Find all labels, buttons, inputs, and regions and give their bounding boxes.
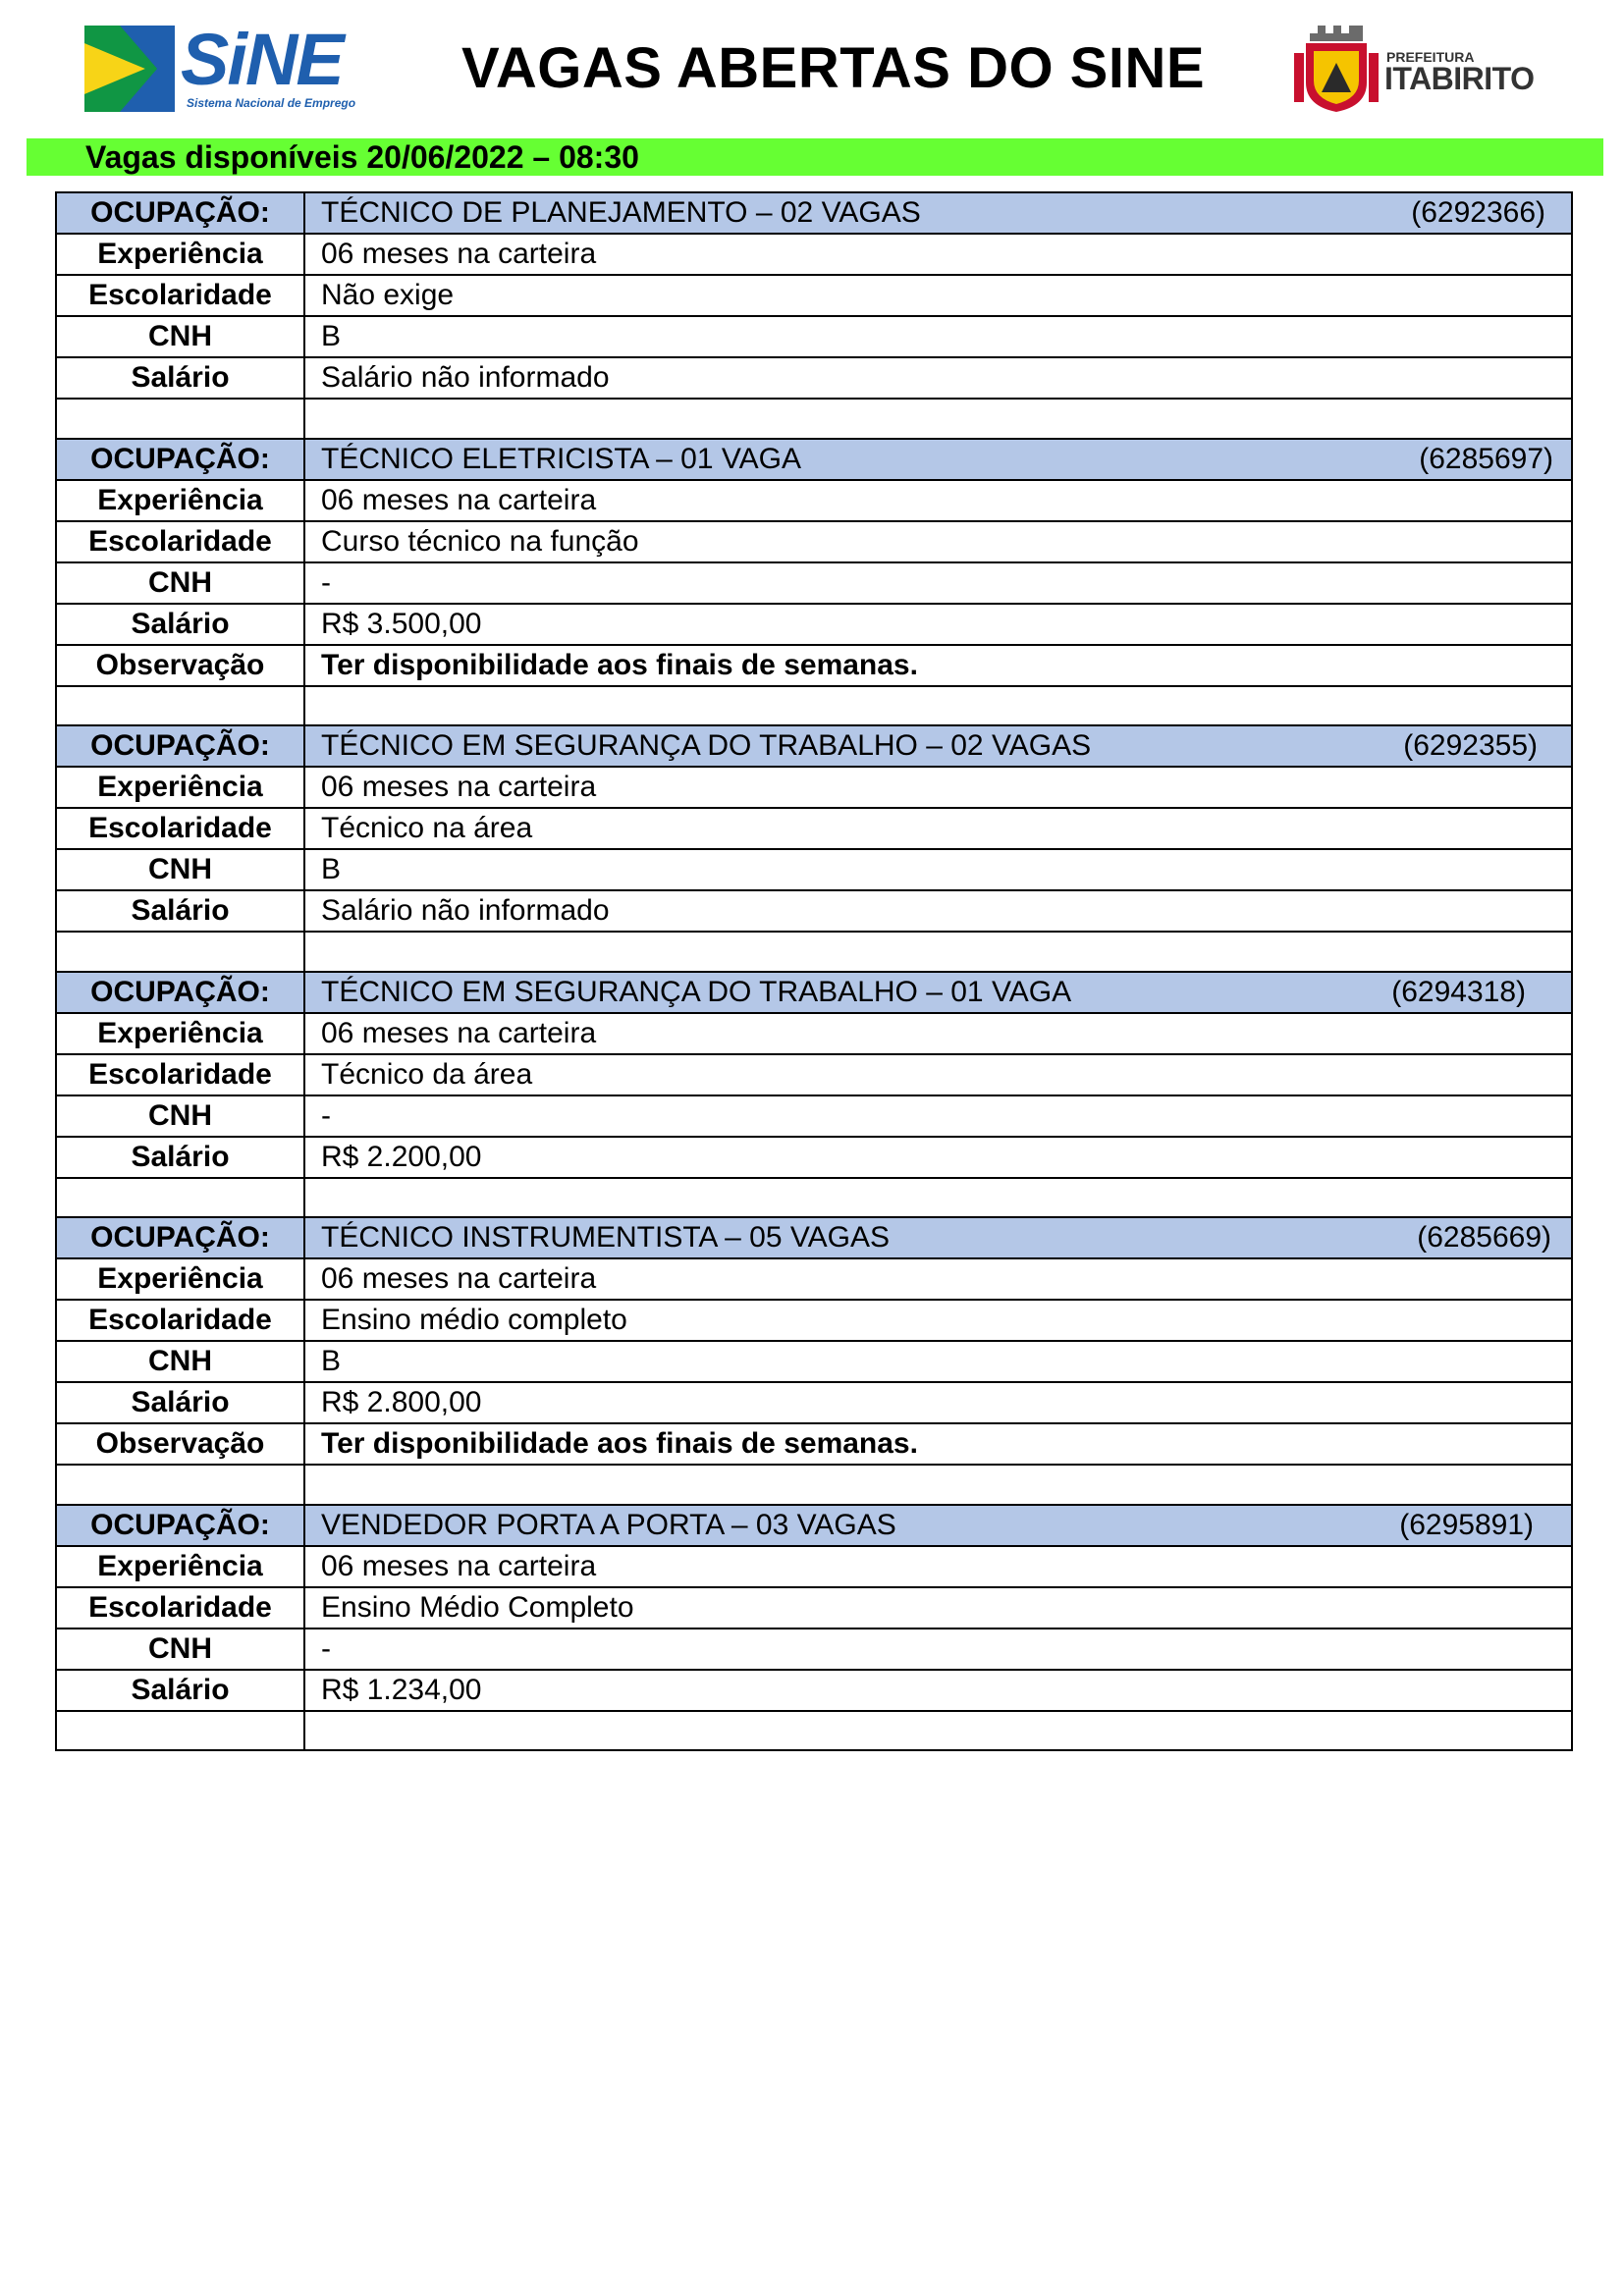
table-row <box>56 849 1572 890</box>
empty-cell <box>56 1711 304 1751</box>
education-value: Técnico na área <box>304 808 1572 849</box>
table-row <box>56 1382 1572 1423</box>
table-row <box>56 1137 1572 1178</box>
spacer-row <box>56 686 1572 726</box>
salary-value: Salário não informado <box>304 890 1572 932</box>
table-row <box>56 234 1572 275</box>
salary-label: Salário <box>56 357 304 399</box>
table-row <box>56 890 1572 932</box>
education-label: Escolaridade <box>56 1587 304 1629</box>
education-label: Escolaridade <box>56 1300 304 1341</box>
job-code: (6294318) <box>1391 975 1526 1008</box>
occupation-label: OCUPAÇÃO: <box>56 1505 304 1546</box>
empty-cell <box>56 932 304 972</box>
prefeitura-logo <box>1292 24 1538 116</box>
education-value: Ensino médio completo <box>304 1300 1572 1341</box>
education-value: Curso técnico na função <box>304 521 1572 562</box>
job-code: (6292366) <box>1411 196 1545 229</box>
spacer-row <box>56 1711 1572 1751</box>
occupation-title: TÉCNICO INSTRUMENTISTA – 05 VAGAS <box>321 1221 890 1254</box>
education-value: Não exige <box>304 275 1572 316</box>
occupation-cell <box>304 725 1572 767</box>
observation-value: Ter disponibilidade aos finais de semanas. <box>304 645 1572 686</box>
occupation-label: OCUPAÇÃO: <box>56 972 304 1013</box>
prefeitura-city-name: ITABIRITO <box>1384 61 1535 96</box>
salary-label: Salário <box>56 1670 304 1711</box>
salary-label: Salário <box>56 1137 304 1178</box>
occupation-row <box>56 1505 1572 1546</box>
experience-label: Experiência <box>56 1546 304 1587</box>
education-label: Escolaridade <box>56 808 304 849</box>
occupation-row <box>56 725 1572 767</box>
city-crest-icon <box>1292 24 1380 116</box>
table-row <box>56 1341 1572 1382</box>
job-code: (6285697) <box>1419 442 1553 475</box>
cnh-label: CNH <box>56 1341 304 1382</box>
observation-value: Ter disponibilidade aos finais de semanas. <box>304 1423 1572 1465</box>
occupation-cell <box>304 192 1572 234</box>
occupation-title: TÉCNICO ELETRICISTA – 01 VAGA <box>321 442 802 475</box>
salary-label: Salário <box>56 1382 304 1423</box>
salary-value: R$ 1.234,00 <box>304 1670 1572 1711</box>
cnh-label: CNH <box>56 562 304 604</box>
table-row <box>56 1054 1572 1095</box>
table-row <box>56 1423 1572 1465</box>
sine-logo-subtitle: Sistema Nacional de Emprego <box>187 96 356 110</box>
page-header <box>0 0 1624 137</box>
empty-cell <box>304 1711 1572 1751</box>
table-row <box>56 1258 1572 1300</box>
education-label: Escolaridade <box>56 521 304 562</box>
occupation-cell <box>304 1505 1572 1546</box>
cnh-value: - <box>304 562 1572 604</box>
salary-value: R$ 3.500,00 <box>304 604 1572 645</box>
occupation-label: OCUPAÇÃO: <box>56 725 304 767</box>
table-row <box>56 1670 1572 1711</box>
job-code: (6285669) <box>1417 1221 1551 1254</box>
empty-cell <box>56 1465 304 1505</box>
table-row <box>56 604 1572 645</box>
table-row <box>56 357 1572 399</box>
occupation-title: TÉCNICO EM SEGURANÇA DO TRABALHO – 02 VAGAS <box>321 729 1092 762</box>
table-row <box>56 1013 1572 1054</box>
cnh-value: B <box>304 316 1572 357</box>
occupation-label: OCUPAÇÃO: <box>56 1217 304 1258</box>
table-row <box>56 1546 1572 1587</box>
cnh-value: B <box>304 1341 1572 1382</box>
cnh-label: CNH <box>56 1095 304 1137</box>
cnh-value: - <box>304 1629 1572 1670</box>
table-row <box>56 480 1572 521</box>
education-value: Ensino Médio Completo <box>304 1587 1572 1629</box>
experience-value: 06 meses na carteira <box>304 1546 1572 1587</box>
occupation-cell <box>304 972 1572 1013</box>
sine-logo <box>84 19 359 114</box>
table-row <box>56 1095 1572 1137</box>
experience-value: 06 meses na carteira <box>304 1013 1572 1054</box>
spacer-row <box>56 1465 1572 1505</box>
empty-cell <box>304 1178 1572 1218</box>
observation-label: Observação <box>56 645 304 686</box>
experience-value: 06 meses na carteira <box>304 1258 1572 1300</box>
empty-cell <box>56 399 304 439</box>
table-row <box>56 1300 1572 1341</box>
cnh-label: CNH <box>56 849 304 890</box>
experience-label: Experiência <box>56 767 304 808</box>
experience-label: Experiência <box>56 480 304 521</box>
education-value: Técnico da área <box>304 1054 1572 1095</box>
salary-value: R$ 2.800,00 <box>304 1382 1572 1423</box>
empty-cell <box>304 932 1572 972</box>
salary-value: Salário não informado <box>304 357 1572 399</box>
salary-label: Salário <box>56 604 304 645</box>
education-label: Escolaridade <box>56 275 304 316</box>
sine-flag-icon <box>84 26 175 112</box>
occupation-row <box>56 439 1572 480</box>
table-row <box>56 521 1572 562</box>
date-banner <box>27 138 1603 176</box>
table-row <box>56 562 1572 604</box>
salary-label: Salário <box>56 890 304 932</box>
prefeitura-label: PREFEITURA <box>1386 49 1475 65</box>
salary-value: R$ 2.200,00 <box>304 1137 1572 1178</box>
table-row <box>56 1587 1572 1629</box>
job-listings-table <box>55 191 1573 1751</box>
occupation-row <box>56 972 1572 1013</box>
table-row <box>56 808 1572 849</box>
spacer-row <box>56 932 1572 972</box>
experience-value: 06 meses na carteira <box>304 767 1572 808</box>
page-title: VAGAS ABERTAS DO SINE <box>461 36 1206 100</box>
table-row <box>56 275 1572 316</box>
table-row <box>56 645 1572 686</box>
table-row <box>56 316 1572 357</box>
occupation-title: VENDEDOR PORTA A PORTA – 03 VAGAS <box>321 1508 896 1541</box>
empty-cell <box>56 686 304 726</box>
occupation-row <box>56 1217 1572 1258</box>
cnh-label: CNH <box>56 316 304 357</box>
table-row <box>56 767 1572 808</box>
empty-cell <box>304 399 1572 439</box>
experience-label: Experiência <box>56 1258 304 1300</box>
experience-value: 06 meses na carteira <box>304 234 1572 275</box>
table-row <box>56 1629 1572 1670</box>
sine-logo-text: SiNE <box>181 19 343 100</box>
cnh-value: B <box>304 849 1572 890</box>
occupation-row <box>56 192 1572 234</box>
experience-label: Experiência <box>56 1013 304 1054</box>
occupation-cell <box>304 1217 1572 1258</box>
occupation-title: TÉCNICO DE PLANEJAMENTO – 02 VAGAS <box>321 196 921 229</box>
spacer-row <box>56 1178 1572 1218</box>
observation-label: Observação <box>56 1423 304 1465</box>
occupation-cell <box>304 439 1572 480</box>
occupation-label: OCUPAÇÃO: <box>56 192 304 234</box>
job-code: (6292355) <box>1403 729 1538 762</box>
empty-cell <box>304 1465 1572 1505</box>
experience-label: Experiência <box>56 234 304 275</box>
empty-cell <box>304 686 1572 726</box>
date-banner-text: Vagas disponíveis 20/06/2022 – 08:30 <box>85 139 639 175</box>
education-label: Escolaridade <box>56 1054 304 1095</box>
job-code: (6295891) <box>1399 1508 1534 1541</box>
empty-cell <box>56 1178 304 1218</box>
experience-value: 06 meses na carteira <box>304 480 1572 521</box>
occupation-label: OCUPAÇÃO: <box>56 439 304 480</box>
cnh-value: - <box>304 1095 1572 1137</box>
occupation-title: TÉCNICO EM SEGURANÇA DO TRABALHO – 01 VAGA <box>321 975 1072 1008</box>
spacer-row <box>56 399 1572 439</box>
cnh-label: CNH <box>56 1629 304 1670</box>
